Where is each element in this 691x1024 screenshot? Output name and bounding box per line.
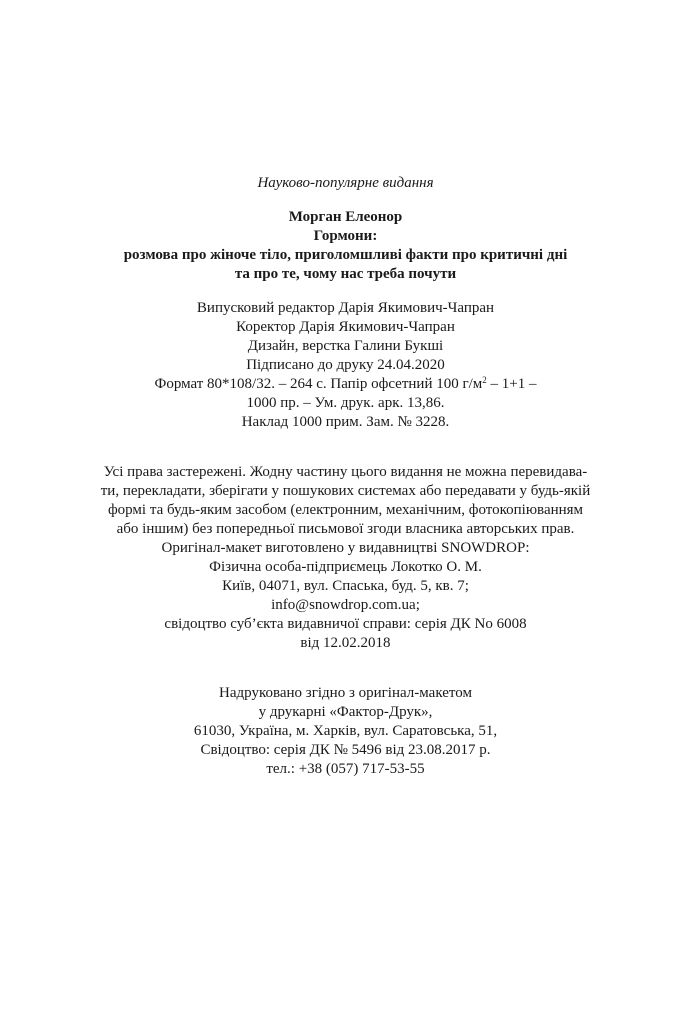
credit-format-text: Формат 80*108/32. – 264 с. Папір офсетний 100 г/м bbox=[154, 376, 483, 392]
author-name: Морган Елеонор bbox=[288, 209, 403, 225]
book-subtitle-line-2: та про те, чому нас треба почути bbox=[234, 266, 457, 282]
book-title: Гормони: bbox=[313, 228, 378, 244]
edition-type: Науково-популярне видання bbox=[257, 175, 434, 191]
printer-name: у друкарні «Фактор-Друк», bbox=[258, 704, 433, 720]
credit-signed-date: Підписано до друку 24.04.2020 bbox=[246, 357, 445, 373]
printer-certificate: Свідоцтво: серія ДК № 5496 від 23.08.2017 р. bbox=[200, 742, 491, 758]
printer-address: 61030, Україна, м. Харків, вул. Саратовська, 51, bbox=[193, 723, 498, 739]
credit-print-units: 1000 пр. – Ум. друк. арк. 13,86. bbox=[246, 395, 445, 411]
credit-format-superscript: 2 bbox=[482, 375, 487, 385]
rights-line-1: Усі права застережені. Жодну частину цього видання не можна перевидава- bbox=[103, 464, 588, 480]
rights-line-3: формі та будь-яким засобом (електронним, механічним, фотокопіюванням bbox=[107, 502, 584, 518]
credit-print-run: Наклад 1000 прим. Зам. № 3228. bbox=[241, 414, 450, 430]
publisher-address: Київ, 04071, вул. Спаська, буд. 5, кв. 7; bbox=[222, 578, 469, 594]
book-subtitle-line-1: розмова про жіноче тіло, приголомшливі факти про критичні дні bbox=[123, 247, 568, 263]
publisher-email: info@snowdrop.com.ua; bbox=[271, 597, 420, 613]
publisher-certificate-date: від 12.02.2018 bbox=[300, 635, 391, 651]
rights-line-2: ти, перекладати, зберігати у пошукових системах або передавати у будь-якій bbox=[100, 483, 591, 499]
printer-line-1: Надруковано згідно з оригінал-макетом bbox=[219, 685, 472, 701]
publisher-line: Оригінал-макет виготовлено у видавництві SNOWDROP: bbox=[161, 540, 530, 556]
credit-format-tail: – 1+1 – bbox=[486, 376, 537, 392]
credit-format bbox=[0, 375, 691, 394]
credit-editor: Випусковий редактор Дарія Якимович-Чапран bbox=[196, 300, 495, 316]
publisher-entity: Фізична особа-підприємець Локотко О. М. bbox=[209, 559, 482, 575]
printer-phone: тел.: +38 (057) 717-53-55 bbox=[266, 761, 425, 777]
credit-proofreader: Коректор Дарія Якимович-Чапран bbox=[236, 319, 455, 335]
rights-line-4: або іншим) без попередньої письмової згоди власника авторських прав. bbox=[116, 521, 575, 537]
publisher-certificate: свідоцтво суб’єкта видавничої справи: серія ДК No 6008 bbox=[164, 616, 527, 632]
credit-design: Дизайн, верстка Галини Букші bbox=[247, 338, 444, 354]
